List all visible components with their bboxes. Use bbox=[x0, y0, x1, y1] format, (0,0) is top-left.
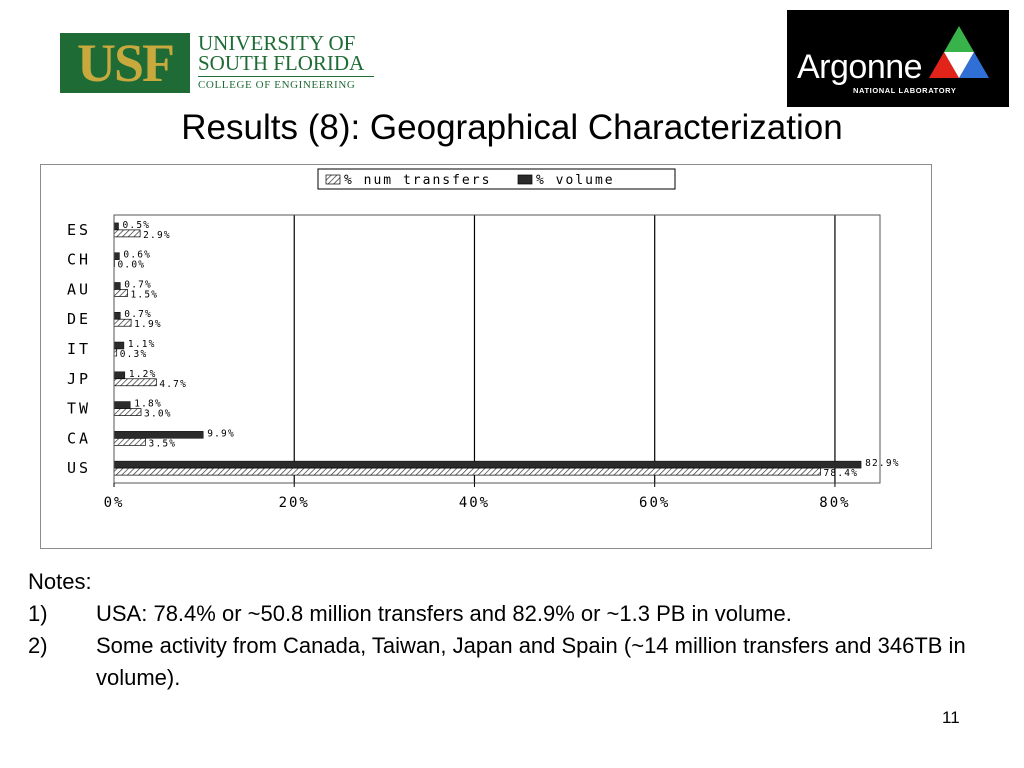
note-item bbox=[28, 598, 988, 630]
data-label-num-transfers: 78.4% bbox=[823, 468, 859, 480]
bar-volume bbox=[114, 223, 119, 230]
x-tick-label: 20% bbox=[278, 495, 310, 511]
data-label-num-transfers: 4.7% bbox=[159, 378, 188, 390]
usf-logo-rule bbox=[198, 76, 374, 77]
bar-volume bbox=[114, 431, 203, 438]
bar-volume bbox=[114, 282, 120, 289]
bar-volume bbox=[114, 342, 124, 349]
y-tick-label: DE bbox=[66, 310, 91, 329]
bar-num-transfers bbox=[114, 379, 156, 386]
chart-labels bbox=[67, 220, 900, 479]
argonne-logo-name: Argonne bbox=[797, 48, 923, 86]
plot-area-border bbox=[114, 215, 880, 483]
data-label-num-transfers: 1.5% bbox=[130, 289, 159, 301]
page-number: 11 bbox=[942, 708, 960, 727]
bar-num-transfers bbox=[114, 409, 141, 416]
bar-chart bbox=[41, 165, 931, 548]
notes bbox=[28, 566, 988, 694]
data-label-volume: 0.5% bbox=[122, 219, 151, 231]
y-tick-label: IT bbox=[66, 340, 91, 358]
data-label-num-transfers: 0.0% bbox=[117, 259, 146, 271]
data-label-num-transfers: 3.0% bbox=[144, 408, 172, 420]
data-label-volume: 82.9% bbox=[865, 458, 900, 470]
note-number: 1) bbox=[28, 601, 48, 626]
usf-logo bbox=[60, 33, 380, 95]
argonne-logo-subtitle: NATIONAL LABORATORY bbox=[853, 86, 957, 95]
bar-volume bbox=[114, 312, 120, 319]
bar-num-transfers bbox=[114, 289, 128, 296]
data-label-volume: 0.6% bbox=[123, 249, 152, 261]
data-label-num-transfers: 3.5% bbox=[148, 438, 177, 450]
data-label-volume: 0.7% bbox=[124, 279, 152, 291]
x-tick-label: 60% bbox=[639, 495, 671, 511]
legend-label-volume: % volume bbox=[536, 173, 615, 188]
argonne-logo bbox=[787, 10, 1009, 107]
data-label-volume: 1.1% bbox=[127, 339, 156, 350]
data-label-volume: 9.9% bbox=[207, 428, 235, 440]
legend-swatch-volume bbox=[518, 175, 532, 184]
argonne-triangle-icon bbox=[929, 24, 989, 80]
data-label-volume: 1.2% bbox=[128, 368, 157, 380]
note-number: 2) bbox=[28, 633, 48, 658]
bar-volume bbox=[114, 402, 130, 409]
bar-num-transfers bbox=[114, 319, 131, 326]
y-tick-label: AU bbox=[66, 280, 91, 299]
data-label-num-transfers: 0.3% bbox=[119, 349, 148, 360]
y-tick-label: JP bbox=[66, 369, 91, 388]
usf-logo-mark: USF bbox=[60, 33, 190, 93]
data-label-volume: 0.7% bbox=[124, 309, 152, 321]
notes-heading: Notes: bbox=[28, 569, 92, 594]
note-text: USA: 78.4% or ~50.8 million transfers and 82.9% or ~1.3 PB in volume. bbox=[96, 601, 792, 626]
x-tick-label: 80% bbox=[819, 495, 851, 511]
data-label-volume: 1.8% bbox=[134, 398, 162, 410]
note-item bbox=[28, 630, 988, 694]
x-tick-label: 0% bbox=[103, 495, 125, 511]
bar-num-transfers bbox=[114, 438, 146, 445]
y-tick-label: ES bbox=[66, 220, 91, 239]
bar-volume bbox=[114, 461, 861, 468]
x-tick-label: 40% bbox=[458, 495, 491, 511]
chart-legend bbox=[318, 169, 675, 189]
slide-title: Results (8): Geographical Characterization bbox=[181, 108, 843, 147]
usf-logo-line3: COLLEGE OF ENGINEERING bbox=[198, 79, 356, 91]
legend-swatch-num-transfers bbox=[326, 175, 340, 184]
bar-volume bbox=[114, 253, 119, 260]
bar-volume bbox=[114, 372, 125, 379]
y-tick-label: TW bbox=[66, 399, 91, 418]
y-tick-label: CH bbox=[66, 250, 91, 269]
usf-logo-line1: UNIVERSITY OF bbox=[198, 31, 356, 55]
y-tick-label: CA bbox=[66, 429, 91, 448]
bar-num-transfers bbox=[114, 468, 821, 475]
data-label-num-transfers: 2.9% bbox=[143, 229, 171, 241]
legend-label-num-transfers: % num transfers bbox=[344, 173, 492, 188]
note-text: Some activity from Canada, Taiwan, Japan and Spain (~14 million transfers and 346TB in volume). bbox=[96, 633, 966, 690]
bar-num-transfers bbox=[114, 230, 140, 237]
chart-grid bbox=[294, 215, 835, 483]
usf-logo-line2: SOUTH FLORIDA bbox=[198, 51, 365, 75]
chart-frame bbox=[40, 164, 932, 549]
data-label-num-transfers: 1.9% bbox=[134, 319, 162, 331]
y-tick-label: US bbox=[66, 459, 91, 478]
